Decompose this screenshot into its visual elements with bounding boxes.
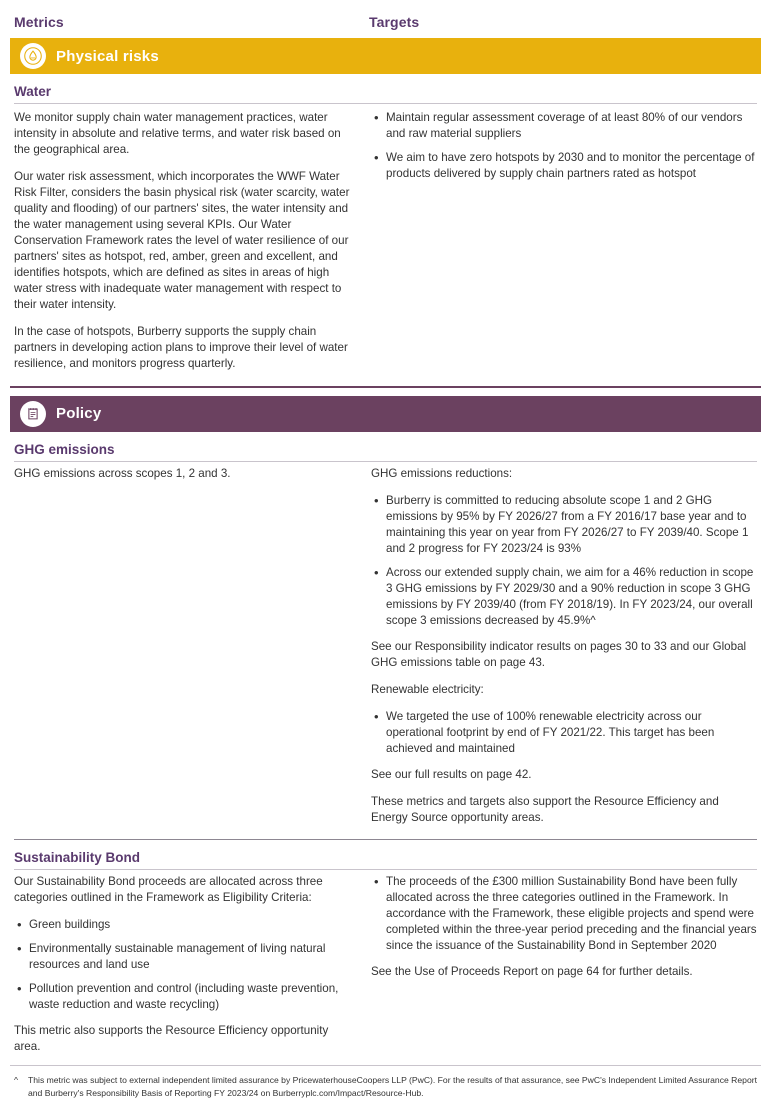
subsection-ghg-emissions bbox=[10, 432, 761, 826]
paragraph: Renewable electricity: bbox=[371, 682, 484, 696]
subsection-title-water: Water bbox=[14, 84, 52, 99]
ghg-targets-column bbox=[369, 466, 757, 826]
list-item: • The proceeds of the £300 million Sustainability Bond have been fully allocated across the three categories outlined in the Framework. In accordance with the Framework, these eligible projects and spend were completed within the three-year period preceding and the financial years since the issuance of the Sustainability Bond in September 2020 bbox=[386, 874, 757, 954]
water-drop-icon bbox=[20, 43, 46, 69]
footnote-marker: ^ bbox=[14, 1075, 19, 1086]
subsection-water bbox=[10, 74, 761, 372]
target-list bbox=[371, 874, 757, 954]
column-headers bbox=[10, 0, 761, 38]
section-title-policy: Policy bbox=[56, 405, 102, 423]
paragraph: See the Use of Proceeds Report on page 64 for further details. bbox=[371, 965, 693, 979]
paragraph: See our Responsibility indicator results on pages 30 to 33 and our Global GHG emissions table on page 43. bbox=[371, 639, 747, 669]
section-title-physical-risks: Physical risks bbox=[56, 47, 159, 65]
targets-column-header bbox=[369, 14, 419, 32]
paragraph: See our full results on page 42. bbox=[371, 767, 532, 781]
paragraph: GHG emissions across scopes 1, 2 and 3. bbox=[14, 466, 231, 480]
list-item: • We targeted the use of 100% renewable electricity across our operational footprint by end of FY 2021/22. This target has been achieved and maintained bbox=[386, 709, 757, 757]
list-item: • Green buildings bbox=[29, 917, 351, 933]
paragraph: We monitor supply chain water management practices, water intensity in absolute and relative terms, and water risk based on the geographical area. bbox=[14, 111, 341, 156]
list-item: • Across our extended supply chain, we aim for a 46% reduction in scope 3 GHG emissions by FY 2029/30 and a 90% reduction in scope 3 GHG emissions by FY 2039/40 (from FY 2018/19). In FY 2023/24, our overall scope 3 emissions decreased by 45.9%^ bbox=[386, 565, 757, 629]
list-item: • Burberry is committed to reducing absolute scope 1 and 2 GHG emissions by 95% by FY 2026/27 from a FY 2016/17 base year and to maintaining this year on year from FY 2026/27 to FY 2039/40. Scope 1 and 2 progress for FY 2023/24 is 93% bbox=[386, 493, 757, 557]
section-banner-physical-risks bbox=[10, 38, 761, 74]
water-metrics-column bbox=[14, 108, 369, 372]
targets-header-label: Targets bbox=[369, 14, 420, 30]
list-item: • Maintain regular assessment coverage of at least 80% of our vendors and raw material suppliers bbox=[386, 110, 757, 142]
list-item: • Pollution prevention and control (including waste prevention, waste reduction and waste recycling) bbox=[29, 981, 351, 1013]
target-list bbox=[371, 493, 757, 629]
paragraph: In the case of hotspots, Burberry supports the supply chain partners in developing action plans to improve their level of water resilience, and monitors progress quarterly. bbox=[14, 324, 348, 370]
subsection-title-sustainability-bond: Sustainability Bond bbox=[14, 850, 141, 866]
document-policy-icon bbox=[20, 401, 46, 427]
eligibility-criteria-list bbox=[14, 917, 351, 1013]
section-banner-policy bbox=[10, 396, 761, 432]
paragraph: GHG emissions reductions: bbox=[371, 466, 513, 480]
footnote-text: This metric was subject to external independent limited assurance by PricewaterhouseCoopers LLP (PwC). For the results of that assurance, see PwC's Independent Limited Assurance Report and Burberry's Responsibility Basis of Reporting FY 2023/24 on Burberryplc.com/Impact/Resource-Hub. bbox=[28, 1075, 757, 1098]
bond-metrics-column bbox=[14, 874, 369, 1055]
paragraph: This metric also supports the Resource Efficiency opportunity area. bbox=[14, 1024, 329, 1054]
bond-targets-column bbox=[369, 874, 757, 980]
metrics-column-header bbox=[14, 14, 369, 32]
subsection-title-ghg-emissions: GHG emissions bbox=[14, 441, 115, 457]
target-list bbox=[371, 110, 757, 182]
paragraph: Our water risk assessment, which incorporates the WWF Water Risk Filter, considers the basin physical risk (water scarcity, water quality and flooding) of our partners' sites, the water intensity and the water management using several KPIs. Our Water Conservation Framework rates the level of water resilience of our partners' sites as hotspot, red, amber, green and excellent, and identifies hotspots, which are defined as sites in areas of high water stress with inadequate water management with respect to their water intensity. bbox=[14, 169, 350, 311]
footnote bbox=[10, 1066, 761, 1113]
paragraph: These metrics and targets also support the Resource Efficiency and Energy Source opportunity areas. bbox=[371, 794, 719, 824]
metrics-header-label: Metrics bbox=[14, 14, 64, 30]
paragraph: Our Sustainability Bond proceeds are allocated across three categories outlined in the Framework as Eligibility Criteria: bbox=[14, 875, 323, 905]
target-list-renewable bbox=[371, 709, 757, 757]
list-item: • We aim to have zero hotspots by 2030 and to monitor the percentage of products delivered by supply chain partners rated as hotspot bbox=[386, 150, 757, 182]
list-item: • Environmentally sustainable management of living natural resources and land use bbox=[29, 941, 351, 973]
section-divider bbox=[10, 386, 761, 388]
ghg-metrics-column bbox=[14, 466, 369, 482]
water-targets-column bbox=[369, 108, 757, 192]
